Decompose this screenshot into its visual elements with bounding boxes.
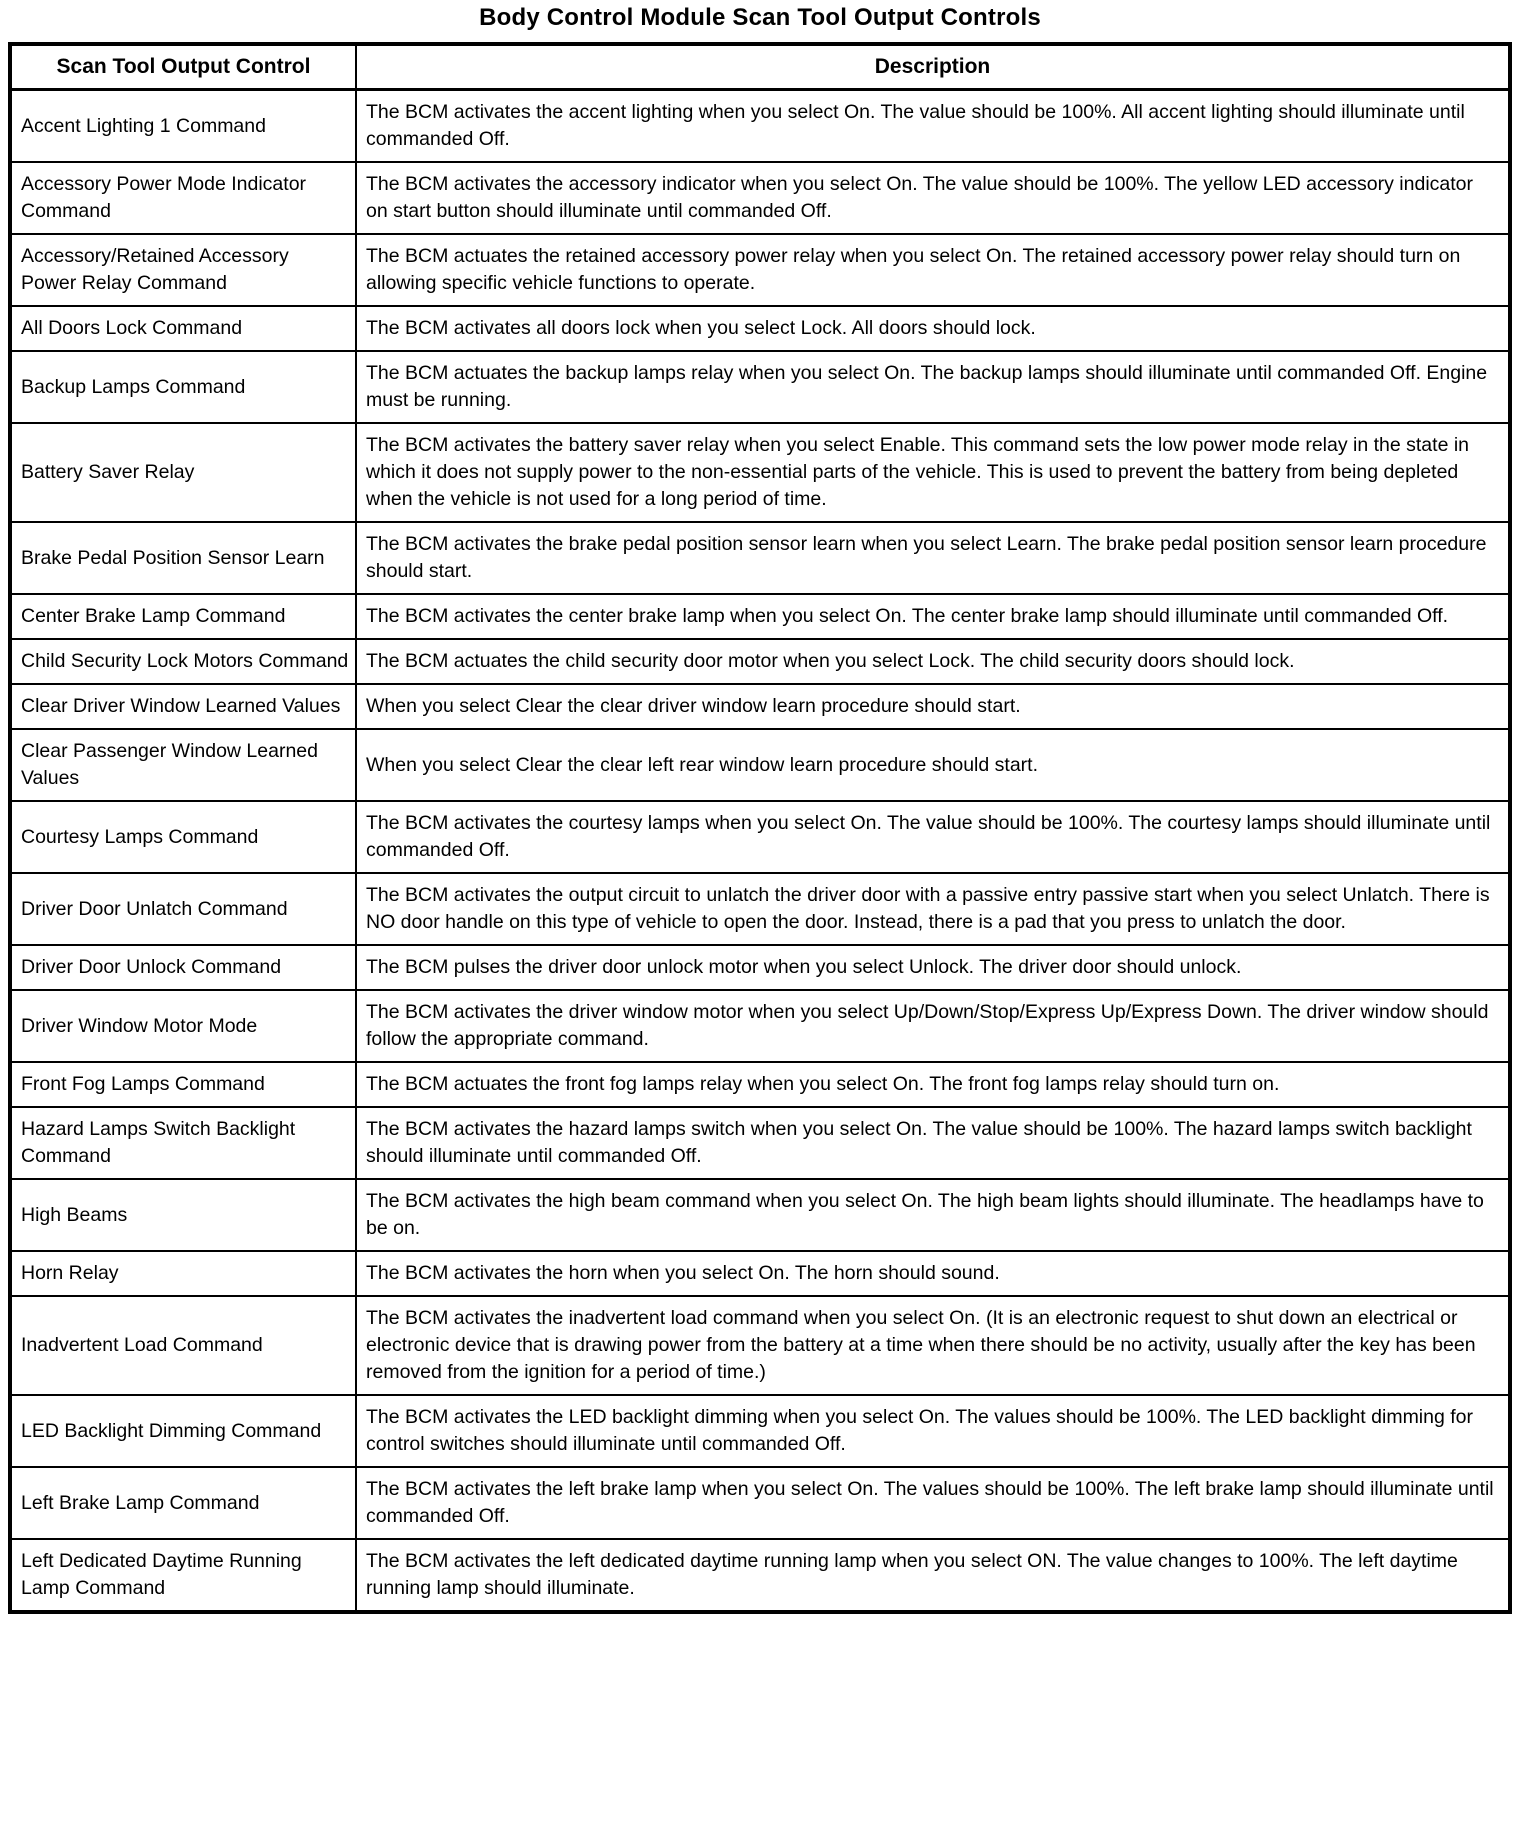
control-cell: Left Dedicated Daytime Running Lamp Command	[10, 1539, 356, 1612]
description-cell: The BCM activates the inadvertent load command when you select On. (It is an electronic request to shut down an electrical or electronic device that is drawing power from the battery at a time when there should be no activity, usually after the key has been removed from the ignition for a period of time.)	[356, 1296, 1510, 1395]
control-cell: Horn Relay	[10, 1251, 356, 1296]
table-row	[10, 1395, 1510, 1467]
header-row	[10, 44, 1510, 90]
description-cell: The BCM activates the brake pedal position sensor learn when you select Learn. The brake pedal position sensor learn procedure should start.	[356, 522, 1510, 594]
table-row	[10, 522, 1510, 594]
description-cell: The BCM pulses the driver door unlock motor when you select Unlock. The driver door should unlock.	[356, 945, 1510, 990]
table-row	[10, 1296, 1510, 1395]
table-row	[10, 594, 1510, 639]
description-cell: The BCM activates the battery saver relay when you select Enable. This command sets the low power mode relay in the state in which it does not supply power to the non-essential parts of the vehicle. This is used to prevent the battery from being depleted when the vehicle is not used for a long period of time.	[356, 423, 1510, 522]
table-row	[10, 1062, 1510, 1107]
description-cell: When you select Clear the clear left rear window learn procedure should start.	[356, 729, 1510, 801]
description-cell: The BCM activates the output circuit to unlatch the driver door with a passive entry passive start when you select Unlatch. There is NO door handle on this type of vehicle to open the door. Instead, there is a pad that you press to unlatch the door.	[356, 873, 1510, 945]
control-cell: LED Backlight Dimming Command	[10, 1395, 356, 1467]
description-cell: The BCM activates the high beam command when you select On. The high beam lights should illuminate. The headlamps have to be on.	[356, 1179, 1510, 1251]
description-cell: The BCM activates the center brake lamp when you select On. The center brake lamp should illuminate until commanded Off.	[356, 594, 1510, 639]
description-cell: The BCM activates the LED backlight dimming when you select On. The values should be 100%. The LED backlight dimming for control switches should illuminate until commanded Off.	[356, 1395, 1510, 1467]
control-cell: Driver Door Unlatch Command	[10, 873, 356, 945]
control-cell: Left Brake Lamp Command	[10, 1467, 356, 1539]
description-cell: The BCM activates the courtesy lamps when you select On. The value should be 100%. The courtesy lamps should illuminate until commanded Off.	[356, 801, 1510, 873]
table-row	[10, 1179, 1510, 1251]
description-cell: The BCM activates the horn when you select On. The horn should sound.	[356, 1251, 1510, 1296]
table-row	[10, 801, 1510, 873]
table-row	[10, 1467, 1510, 1539]
control-cell: Hazard Lamps Switch Backlight Command	[10, 1107, 356, 1179]
description-cell: The BCM activates the left brake lamp when you select On. The values should be 100%. The left brake lamp should illuminate until commanded Off.	[356, 1467, 1510, 1539]
control-cell: Driver Door Unlock Command	[10, 945, 356, 990]
control-cell: Accessory/Retained Accessory Power Relay Command	[10, 234, 356, 306]
output-controls-table	[8, 42, 1512, 1614]
table-row	[10, 1539, 1510, 1612]
table-body	[10, 90, 1510, 1613]
control-cell: All Doors Lock Command	[10, 306, 356, 351]
description-cell: The BCM activates all doors lock when you select Lock. All doors should lock.	[356, 306, 1510, 351]
control-cell: Child Security Lock Motors Command	[10, 639, 356, 684]
table-row	[10, 306, 1510, 351]
table-row	[10, 990, 1510, 1062]
column-header-control: Scan Tool Output Control	[10, 44, 356, 90]
description-cell: The BCM activates the left dedicated daytime running lamp when you select ON. The value changes to 100%. The left daytime running lamp should illuminate.	[356, 1539, 1510, 1612]
table-row	[10, 423, 1510, 522]
description-cell: The BCM activates the driver window motor when you select Up/Down/Stop/Express Up/Express Down. The driver window should follow the appropriate command.	[356, 990, 1510, 1062]
control-cell: High Beams	[10, 1179, 356, 1251]
description-cell: The BCM activates the hazard lamps switch when you select On. The value should be 100%. The hazard lamps switch backlight should illuminate until commanded Off.	[356, 1107, 1510, 1179]
table-row	[10, 351, 1510, 423]
description-cell: When you select Clear the clear driver window learn procedure should start.	[356, 684, 1510, 729]
table-row	[10, 873, 1510, 945]
table-row	[10, 162, 1510, 234]
table-row	[10, 1107, 1510, 1179]
table-row	[10, 1251, 1510, 1296]
control-cell: Front Fog Lamps Command	[10, 1062, 356, 1107]
control-cell: Accent Lighting 1 Command	[10, 90, 356, 163]
control-cell: Center Brake Lamp Command	[10, 594, 356, 639]
table-row	[10, 729, 1510, 801]
description-cell: The BCM actuates the child security door motor when you select Lock. The child security doors should lock.	[356, 639, 1510, 684]
control-cell: Clear Passenger Window Learned Values	[10, 729, 356, 801]
description-cell: The BCM activates the accessory indicator when you select On. The value should be 100%. The yellow LED accessory indicator on start button should illuminate until commanded Off.	[356, 162, 1510, 234]
table-row	[10, 90, 1510, 163]
control-cell: Backup Lamps Command	[10, 351, 356, 423]
description-cell: The BCM actuates the front fog lamps relay when you select On. The front fog lamps relay should turn on.	[356, 1062, 1510, 1107]
column-header-description: Description	[356, 44, 1510, 90]
description-cell: The BCM actuates the retained accessory power relay when you select On. The retained accessory power relay should turn on allowing specific vehicle functions to operate.	[356, 234, 1510, 306]
control-cell: Driver Window Motor Mode	[10, 990, 356, 1062]
control-cell: Brake Pedal Position Sensor Learn	[10, 522, 356, 594]
control-cell: Courtesy Lamps Command	[10, 801, 356, 873]
control-cell: Accessory Power Mode Indicator Command	[10, 162, 356, 234]
page-title: Body Control Module Scan Tool Output Controls	[479, 4, 1041, 31]
description-cell: The BCM actuates the backup lamps relay when you select On. The backup lamps should illuminate until commanded Off. Engine must be running.	[356, 351, 1510, 423]
description-cell: The BCM activates the accent lighting when you select On. The value should be 100%. All accent lighting should illuminate until commanded Off.	[356, 90, 1510, 163]
control-cell: Clear Driver Window Learned Values	[10, 684, 356, 729]
table-row	[10, 684, 1510, 729]
control-cell: Battery Saver Relay	[10, 423, 356, 522]
control-cell: Inadvertent Load Command	[10, 1296, 356, 1395]
table-row	[10, 945, 1510, 990]
table-row	[10, 639, 1510, 684]
table-row	[10, 234, 1510, 306]
